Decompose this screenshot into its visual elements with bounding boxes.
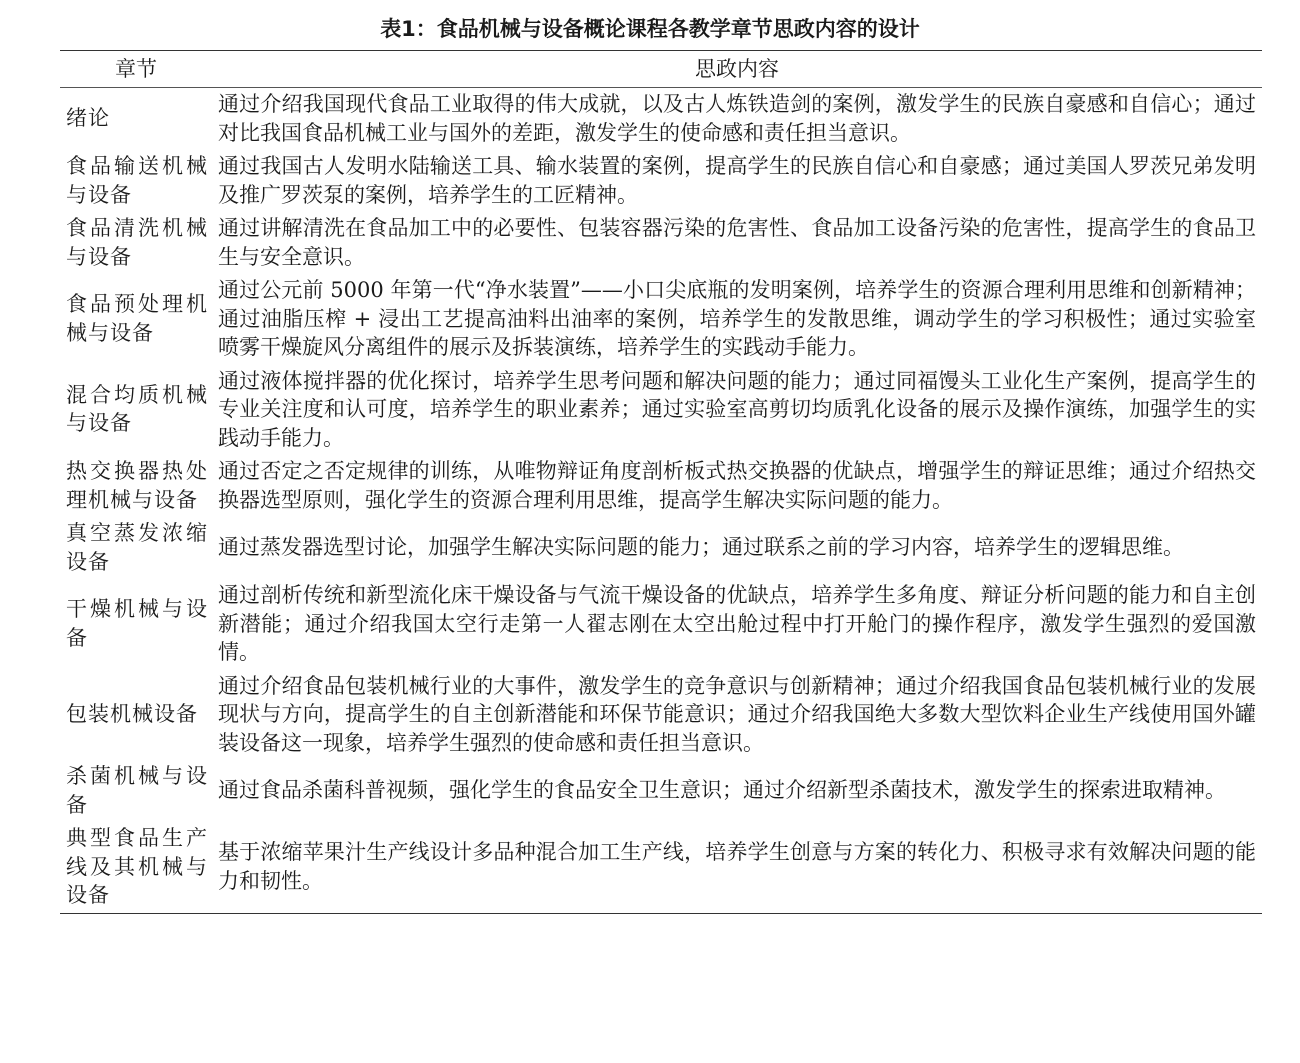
- chapter-cell: 食品清洗机械与设备: [66, 216, 208, 269]
- table-row: [60, 365, 1262, 456]
- table-row: [60, 455, 1262, 517]
- chapter-cell: 包装机械设备: [66, 702, 198, 726]
- chapter-cell: 干燥机械与设备: [66, 597, 208, 650]
- table-row: [60, 150, 1262, 212]
- content-cell: 通过食品杀菌科普视频，强化学生的食品安全卫生意识；通过介绍新型杀菌技术，激发学生的探索进取精神。: [218, 778, 1226, 803]
- chapter-cell: 食品输送机械与设备: [66, 154, 208, 207]
- content-cell: 基于浓缩苹果汁生产线设计多品种混合加工生产线，培养学生创意与方案的转化力、积极寻求有效解决问题的能力和韧性。: [218, 840, 1256, 893]
- content-cell: 通过液体搅拌器的优化探讨，培养学生思考问题和解决问题的能力；通过同福馒头工业化生产案例，提高学生的专业关注度和认可度，培养学生的职业素养；通过实验室高剪切均质乳化设备的展示及操作演练，加强学生的实践动手能力。: [218, 368, 1256, 450]
- table-row: [60, 517, 1262, 579]
- table-caption: 表1：食品机械与设备概论课程各教学章节思政内容的设计: [380, 17, 920, 41]
- content-cell: 通过蒸发器选型讨论，加强学生解决实际问题的能力；通过联系之前的学习内容，培养学生的逻辑思维。: [218, 535, 1184, 560]
- chapter-cell: 混合均质机械与设备: [66, 382, 208, 436]
- content-cell: 通过讲解清洗在食品加工中的必要性、包装容器污染的危害性、食品加工设备污染的危害性，提高学生的食品卫生与安全意识。: [218, 216, 1256, 269]
- header-content: 思政内容: [695, 57, 779, 81]
- content-cell: 通过介绍食品包装机械行业的大事件，激发学生的竞争意识与创新精神；通过介绍我国食品包装机械行业的发展现状与方向，提高学生的自主创新潜能和环保节能意识；通过介绍我国绝大多数大型饮料企业生产线使用国外罐装设备这一现象，培养学生强烈的使命感和责任担当意识。: [218, 673, 1256, 755]
- table-row: [60, 212, 1262, 274]
- content-cell: 通过公元前 5000 年第一代“净水装置”——小口尖底瓶的发明案例，培养学生的资源合理利用思维和创新精神；通过油脂压榨 + 浸出工艺提高油料出油率的案例，培养学生的发散思维，调动学生的学习积极性；通过实验室喷雾干燥旋风分离组件的展示及拆装演练，培养学生的实践动手能力。: [218, 278, 1256, 359]
- chapter-cell: 真空蒸发浓缩设备: [66, 521, 208, 574]
- table-row: [60, 579, 1262, 670]
- chapter-cell: 典型食品生产线及其机械与设备: [66, 826, 208, 907]
- content-cell: 通过否定之否定规律的训练，从唯物辩证角度剖析板式热交换器的优缺点，增强学生的辩证思维；通过介绍热交换器选型原则，强化学生的资源合理利用思维，提高学生解决实际问题的能力。: [218, 459, 1256, 512]
- content-cell: 通过剖析传统和新型流化床干燥设备与气流干燥设备的优缺点，培养学生多角度、辩证分析问题的能力和自主创新潜能；通过介绍我国太空行走第一人翟志刚在太空出舱过程中打开舱门的操作程序，激发学生强烈的爱国激情。: [218, 583, 1256, 664]
- chapter-cell: 热交换器热处理机械与设备: [66, 459, 208, 512]
- table-header-row: [60, 51, 1262, 88]
- table-row: [60, 822, 1262, 913]
- header-chapter: 章节: [115, 57, 157, 81]
- table-row: [60, 88, 1262, 151]
- chapter-cell: 杀菌机械与设备: [66, 764, 208, 817]
- content-cell: 通过介绍我国现代食品工业取得的伟大成就，以及古人炼铁造剑的案例，激发学生的民族自豪感和自信心；通过对比我国食品机械工业与国外的差距，激发学生的使命感和责任担当意识。: [218, 92, 1256, 145]
- chapter-cell: 绪论: [66, 106, 110, 131]
- curriculum-table: [60, 50, 1262, 914]
- content-cell: 通过我国古人发明水陆输送工具、输水装置的案例，提高学生的民族自信心和自豪感；通过美国人罗茨兄弟发明及推广罗茨泵的案例，培养学生的工匠精神。: [218, 154, 1256, 207]
- table-row: [60, 760, 1262, 822]
- chapter-cell: 食品预处理机械与设备: [66, 292, 208, 345]
- table-row: [60, 670, 1262, 761]
- table-row: [60, 274, 1262, 365]
